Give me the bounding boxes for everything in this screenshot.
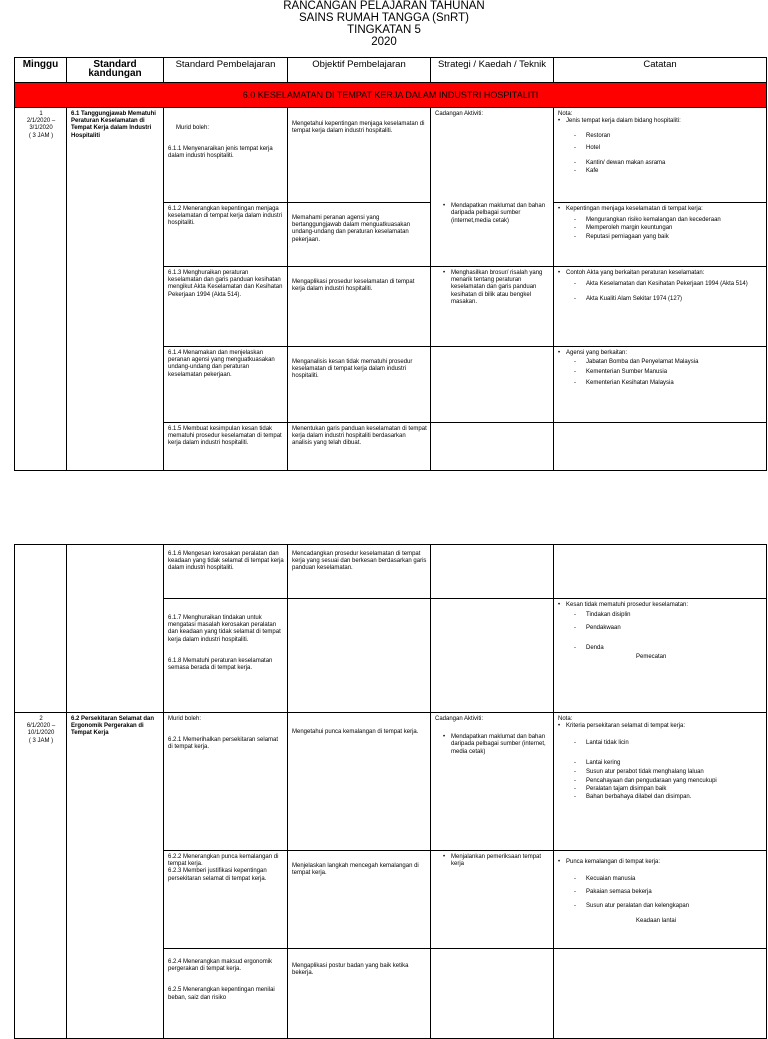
catatan-agensi: • Agensi yang berkaitan: [566,350,763,357]
sp-6-1-2: 6.1.2 Menerangkan kepentingan menjaga keselamatan di tempat kerja dalam industri hospitaliti. [168,206,283,227]
obj-6: Mencadangkan prosedur keselamatan di tempat kerja yang sesuai dan berkesan berdasarkan garis panduan keselamatan. [292,551,427,572]
catatan-item: - Lantai tidak licin [572,740,763,747]
strategi-cadangan-aktiviti-2: Cadangan Aktiviti: [435,716,484,722]
doc-title-line3: TINGKATAN 5 [347,24,421,36]
lesson-plan-table-week1 [14,57,767,471]
catatan-item: - Kementerian Sumber Manusia [572,369,763,376]
obj-3: Mengaplikasi prosedur keselamatan di tempat kerja dalam industri hospitaliti. [292,279,415,293]
header-catatan: Catatan [554,58,767,83]
catatan-contoh-akta: • Contoh Akta yang berkaitan peraturan keselamatan: [566,270,763,277]
catatan-item: - Kafe [572,168,763,175]
strategi-item-sumber: • Mendapatkan maklumat dan bahan daripada pelbagai sumber (internet,media cetak) [451,203,550,225]
strategi-item-brosur: • Menghasilkan brosur/ risalah yang menarik tentang peraturan keselamatan dan garis panduan kesihatan di bilik atau bengkel masakan. [451,270,550,306]
murid-boleh-label-2: Murid boleh: [168,716,202,722]
sp-6-1-4: 6.1.4 Menamakan dan menjelaskan peranan agensi yang menguatkuasakan undang-undang dan peraturan keselamatan pekerjaan. [168,350,275,378]
lesson-plan-table-page2 [14,544,767,1039]
catatan-kepentingan: • Kepentingan menjaga keselamatan di tempat kerja: [566,206,763,213]
sp-6-2-3: 6.2.3 Memberi justifikasi kepentingan persekitaran selamat di tempat kerja. [168,868,267,882]
week1-standard-kandungan: 6.1 Tanggungjawab Mematuhi Peraturan Keselamatan di Tempat Kerja dalam Industri Hospitaliti [71,111,156,139]
sp-6-1-6: 6.1.6 Mengesan kerosakan peralatan dan keadaan yang tidak selamat di tempat kerja dalam industri hospitaliti. [168,551,284,572]
catatan-item: - Pencahayaan dan pengudaraan yang mencukupi [572,778,763,785]
obj-1: Mengetahui kepentingan menjaga keselamatan di tempat kerja dalam industri hospitaliti. [292,121,425,135]
catatan-item: - Kantin/ dewan makan asrama [572,160,763,167]
sp-6-1-8: 6.1.8 Mematuhi peraturan keselamatan semasa berada di tempat kerja. [168,657,273,672]
catatan-kriteria: • Kriteria persekitaran selamat di tempat kerja: [566,723,763,730]
header-minggu: Minggu [15,58,67,83]
catatan-item: - Kecuaian manusia [572,876,763,883]
catatan-item: - Lantai kering [572,760,763,767]
strategi-item-pemeriksaan: • Menjalankan pemeriksaan tempat kerja [451,854,550,868]
doc-title-line1: RANCANGAN PELAJARAN TAHUNAN [283,0,485,12]
catatan-jenis-tempat-kerja: • Jenis tempat kerja dalam bidang hospitaliti: [566,118,763,125]
obj-5: Menentukan garis panduan keselamatan di tempat kerja dalam industri hospitaliti berdasarkan analisis yang telah dibuat. [292,426,427,447]
obj-8: Menjelaskan langkah mencegah kemalangan di tempat kerja. [292,863,419,877]
catatan-item-pemecatan: Pemecatan [636,653,667,660]
catatan-item: - Reputasi perniagaan yang baik [572,234,763,241]
obj-7: Mengetahui punca kemalangan di tempat kerja. [292,729,419,735]
catatan-nota-2: Nota: [558,716,573,722]
header-strategi: Strategi / Kaedah / Teknik [431,58,554,83]
catatan-item: - Akta Keselamatan dan Kesihatan Pekerjaan 1994 (Akta 514) [572,281,763,288]
catatan-punca: • Punca kemalangan di tempat kerja: [566,859,763,866]
header-objektif: Objektif Pembelajaran [288,58,431,83]
header-standard-pembelajaran: Standard Pembelajaran [164,58,288,83]
sp-6-2-2: 6.2.2 Menerangkan punca kemalangan di tempat kerja. [168,854,279,868]
week1-minggu: 1 2/1/2020 – 3/1/2020 ( 3 JAM ) [26,111,56,139]
unit-title-banner: 6.0 KESELAMATAN DI TEMPAT KERJA DALAM INDUSTRI HOSPITALITI [15,83,767,108]
catatan-item: - Susun atur perabot tidak menghalang laluan [572,769,763,776]
sp-6-2-5: 6.2.5 Menerangkan kepentingan menilai beban, saiz dan risiko [168,987,275,1001]
catatan-item: - Bahan berbahaya dilabel dan disimpan. [572,794,763,801]
doc-title-line4: 2020 [371,36,397,48]
doc-title-line2: SAINS RUMAH TANGGA (SnRT) [299,12,469,24]
obj-9: Mengaplikasi postur badan yang baik ketika bekerja. [292,963,409,977]
catatan-item: - Jabatan Bomba dan Penyelamat Malaysia [572,359,763,366]
strategi-cadangan-aktiviti: Cadangan Aktiviti: [435,111,484,117]
sp-6-1-5: 6.1.5 Membuat kesimpulan kesan tidak mematuhi prosedur keselamatan di tempat kerja dalam industri hospitaliti. [168,426,282,447]
strategi-item-sumber-2: • Mendapatkan maklumat dan bahan daripada pelbagai sumber (internet, media cetak) [451,734,550,756]
catatan-nota: Nota: [558,111,573,117]
catatan-item: - Denda [572,645,763,652]
catatan-item: - Pendakwaan [572,625,763,632]
sp-6-2-1: 6.2.1 Memerihalkan persekitaran selamat di tempat kerja. [168,737,279,751]
sp-6-1-3: 6.1.3 Menghuraikan peraturan keselamatan dan garis panduan kesihatan mengikut Akta Keselamatan dan Kesihatan Pekerjaan 1994 (Akta 514). [168,270,283,298]
header-standard-kandungan: Standard kandungan [67,58,164,83]
obj-2: Memahami peranan agensi yang bertanggungjawab dalam menguatkuasakan undang-undang dan peraturan keselamatan pekerjaan. [292,215,411,243]
catatan-item: - Hotel [572,145,763,152]
sp-6-1-1: 6.1.1 Menyenaraikan jenis tempat kerja dalam industri hospitaliti. [168,146,273,160]
week2-minggu: 2 6/1/2020 – 10/1/2020 ( 3 JAM ) [26,716,56,744]
obj-4: Menganalisis kesan tidak mematuhi prosedur keselamatan di tempat kerja dalam industri hospitaliti. [292,359,413,380]
catatan-item: - Kementerian Kesihatan Malaysia [572,380,763,387]
catatan-item: - Tindakan disiplin [572,612,763,619]
sp-6-2-4: 6.2.4 Menerangkan maksud ergonomik pergerakan di tempat kerja. [168,959,273,973]
murid-boleh-label: Murid boleh: [176,125,210,131]
catatan-item: - Peralatan tajam disimpan baik [572,786,763,793]
catatan-item: - Memperoleh margin keuntungan [572,225,763,232]
catatan-item-keadaan-lantai: Keadaan lantai [636,917,677,924]
sp-6-1-7: 6.1.7 Menghuraikan tindakan untuk mengatasi masalah kerosakan peralatan dan keadaan yang tidak selamat di tempat kerja dalam industri hospitaliti. [168,615,281,643]
catatan-item: - Mengurangkan risiko kemalangan dan kecederaan [572,217,763,224]
catatan-kesan: • Kesan tidak mematuhi prosedur keselamatan: [566,602,763,609]
week2-standard-kandungan: 6.2 Persekitaran Selamat dan Ergonomik Pergerakan di Tempat Kerja [71,716,155,737]
catatan-item: - Restoran [572,133,763,140]
catatan-item: - Susun atur peralatan dan kelengkapan [572,903,763,910]
catatan-item: - Akta Kualiti Alam Sekitar 1974 (127) [572,296,763,303]
catatan-item: - Pakaian semasa bekerja [572,889,763,896]
